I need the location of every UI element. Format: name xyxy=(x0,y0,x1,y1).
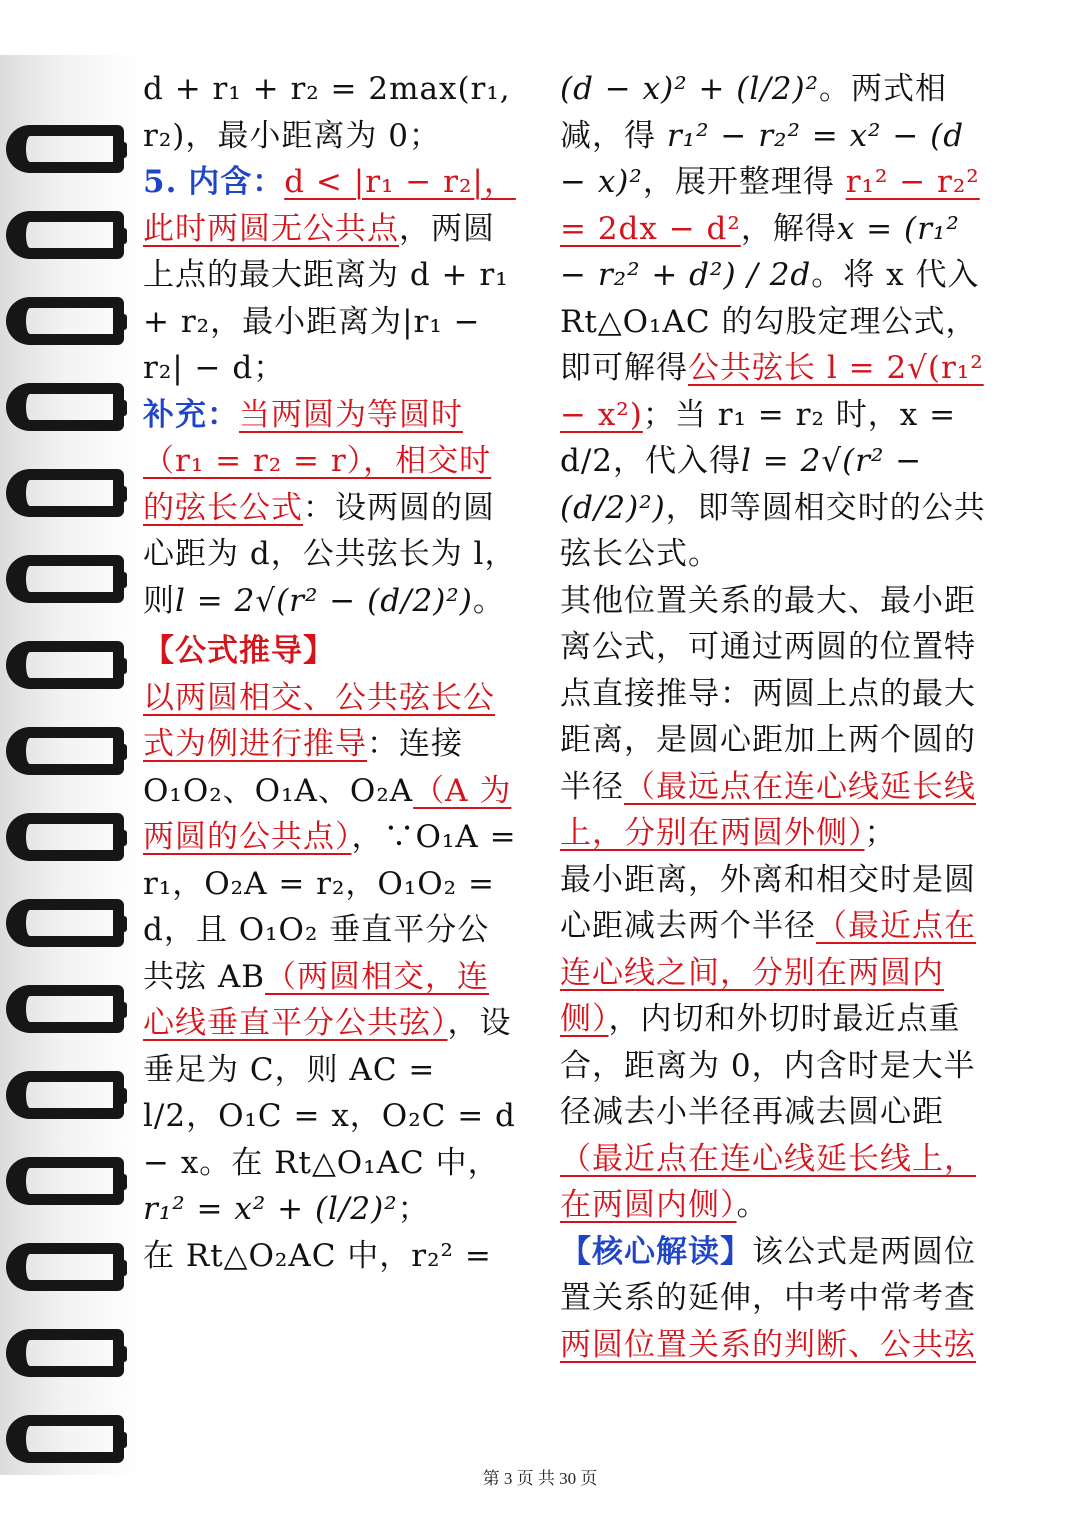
paragraph xyxy=(560,1229,990,1369)
binding-coil-icon xyxy=(6,1071,124,1119)
paragraph xyxy=(560,66,990,578)
paragraph xyxy=(143,159,521,392)
text: ，∵O₁A = r₁，O₂A = r₂，O₁O₂ = d，且 O₁O₂ 垂直平分公共弦 AB xyxy=(143,819,517,995)
binding-coil-icon xyxy=(6,641,124,689)
paragraph xyxy=(143,1233,521,1280)
binding-coil-icon xyxy=(6,383,124,431)
binding-coil-icon xyxy=(6,727,124,775)
item-number: 5. xyxy=(143,164,178,200)
paragraph xyxy=(560,578,990,857)
text: ； xyxy=(397,1191,430,1227)
text: ；当 r₁ = r₂ 时，x = d/2，代入得 xyxy=(560,396,957,479)
formula: r₁² − r₂² = x² − (d − x)² xyxy=(560,117,965,200)
section-title: 【核心解读】 xyxy=(560,1233,752,1270)
text: ，设垂足为 C，则 AC = l/2，O₁C = x，O₂C = d − x。在 Rt△O₁AC 中， xyxy=(143,1005,516,1181)
highlight-text: （最近点在连心线之间，分别在两圆内侧） xyxy=(560,908,976,1037)
text: 。两式相减，得 xyxy=(560,71,948,154)
item-label: 补充： xyxy=(143,396,239,433)
binding-coil-icon xyxy=(6,125,124,173)
highlight-text: d < |r₁ − r₂|，此时两圆无公共点 xyxy=(143,164,516,247)
text: 在 Rt△O₂AC 中，r₂² = xyxy=(143,1237,492,1274)
paragraph xyxy=(143,675,521,1233)
formula: r₁² = x² + (l/2)² xyxy=(143,1191,398,1227)
text: 该公式是两圆位置关系的延伸，中考中常考查 xyxy=(560,1233,976,1316)
binding-coil-icon xyxy=(6,985,124,1033)
section-title: 【公式推导】 xyxy=(143,633,335,669)
paragraph xyxy=(143,392,521,625)
text: 。 xyxy=(736,1187,769,1223)
text: ：连接 O₁O₂、O₁A、O₂A xyxy=(143,726,463,809)
highlight-text: r₁² − r₂² = 2dx − d² xyxy=(560,164,980,247)
binding-coil-icon xyxy=(6,297,124,345)
paragraph xyxy=(143,66,521,159)
binding-coil-icon xyxy=(6,469,124,517)
binding-coil-icon xyxy=(6,1243,124,1291)
binding-coil-icon xyxy=(6,813,124,861)
text: ：设两圆的圆心距为 d，公共弦长为 l，则 xyxy=(143,489,517,619)
highlight-text: （最近点在连心线延长线上，在两圆内侧） xyxy=(560,1140,976,1223)
binding-coil-icon xyxy=(6,211,124,259)
text: ，内切和外切时最近点重合，距离为 0，内含时是大半径减去小半径再减去圆心距 xyxy=(560,1001,976,1130)
text: 最小距离，外离和相交时是圆心距减去两个半径 xyxy=(560,861,976,944)
formula: l = 2√(r² − (d/2)²) xyxy=(175,582,473,619)
item-label: 内含： xyxy=(188,164,285,200)
binding-coil-icon xyxy=(6,1329,124,1377)
binding-coil-icon xyxy=(6,899,124,947)
binding-coil-icon xyxy=(6,555,124,603)
binding-coil-icon xyxy=(6,1157,124,1205)
spiral-binding xyxy=(0,55,140,1475)
text: 。 xyxy=(472,582,505,619)
highlight-text: 两圆位置关系的判断、公共弦 xyxy=(560,1326,976,1363)
highlight-text: 以两圆相交、公共弦长公式为例进行推导 xyxy=(143,679,495,762)
highlight-text: （A 为两圆的公共点） xyxy=(143,772,512,855)
text: d + r₁ + r₂ = 2max(r₁, r₂)，最小距离为 0； xyxy=(143,71,511,154)
highlight-text: 公共弦长 l = 2√(r₁² − x²) xyxy=(560,350,984,433)
section-header xyxy=(143,628,521,675)
text: 。将 x 代入 Rt△O₁AC 的勾股定理公式，即可解得 xyxy=(560,257,980,386)
formula: l = 2√(r² − (d/2)²) xyxy=(560,443,923,526)
text: ，解得 xyxy=(740,210,837,247)
left-column xyxy=(143,66,521,1279)
highlight-text: 当两圆为等圆时（r₁ = r₂ = r），相交时的弦长公式 xyxy=(143,396,492,526)
binding-coil-icon xyxy=(6,1415,124,1463)
text: 其他位置关系的最大、最小距离公式，可通过两圆的位置特点直接推导：两圆上点的最大距离，是圆心距加上两个圆的半径 xyxy=(560,582,976,805)
highlight-text: （最远点在连心线延长线上，分别在两圆外侧） xyxy=(560,768,976,851)
highlight-text: （两圆相交，连心线垂直平分公共弦） xyxy=(143,958,490,1041)
text: ，两圆上点的最大距离为 d + r₁ + r₂，最小距离为|r₁ − r₂| − d； xyxy=(143,210,509,386)
text: ，展开整理得 xyxy=(642,164,835,200)
text: ； xyxy=(864,815,897,851)
paragraph xyxy=(560,857,990,1229)
page-number: 第 3 页 共 30 页 xyxy=(482,1469,598,1488)
right-column xyxy=(560,66,990,1368)
formula: x = (r₁² − r₂² + d²) / 2d xyxy=(560,210,960,293)
text: ，即等圆相交时的公共弦长公式。 xyxy=(560,489,986,572)
formula: (d − x)² + (l/2)² xyxy=(560,71,820,107)
